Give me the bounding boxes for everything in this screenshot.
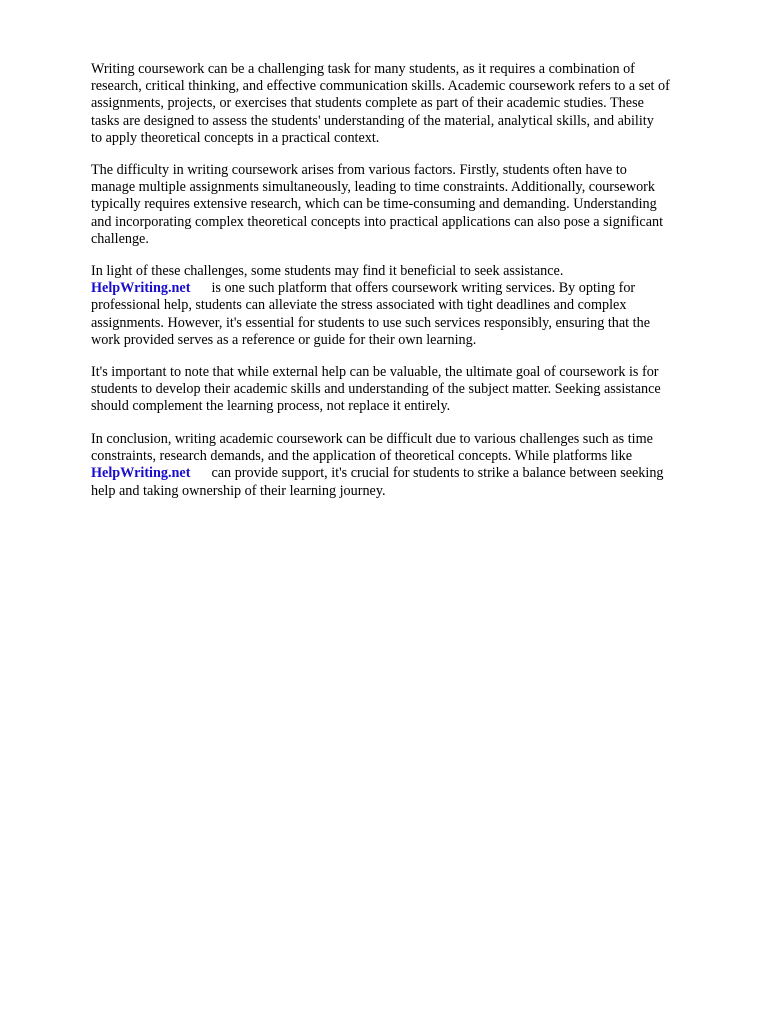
text-line: research, critical thinking, and effective communication skills. Academic coursework refers to a set of bbox=[91, 78, 670, 95]
paragraph-intro bbox=[91, 61, 670, 147]
text-line bbox=[91, 280, 650, 297]
text-fragment: is one such platform that offers coursework writing services. By opting for bbox=[211, 280, 636, 297]
text-line: tasks are designed to assess the students' understanding of the material, analytical skills, and ability bbox=[91, 112, 654, 129]
text-line: assignments. However, it's essential for students to use such services responsibly, ensuring that the bbox=[91, 314, 651, 331]
text-line: In light of these challenges, some students may find it beneficial to seek assistance. bbox=[91, 263, 564, 279]
paragraph-importance bbox=[91, 364, 661, 416]
helpwriting-link[interactable]: HelpWriting.net bbox=[91, 280, 191, 297]
text-line: should complement the learning process, not replace it entirely. bbox=[91, 398, 451, 415]
text-line: It's important to note that while external help can be valuable, the ultimate goal of coursework is for bbox=[91, 364, 659, 380]
text-line: In conclusion, writing academic coursework can be difficult due to various challenges such as time bbox=[91, 431, 653, 447]
text-line: Writing coursework can be a challenging task for many students, as it requires a combination of bbox=[91, 61, 635, 77]
text-line: work provided serves as a reference or guide for their own learning. bbox=[91, 331, 477, 348]
paragraph-assistance bbox=[91, 263, 650, 349]
text-line: to apply theoretical concepts in a practical context. bbox=[91, 129, 380, 146]
paragraph-difficulty bbox=[91, 162, 663, 248]
text-line: challenge. bbox=[91, 230, 149, 247]
paragraph-conclusion bbox=[91, 431, 664, 500]
text-line: help and taking ownership of their learning journey. bbox=[91, 482, 386, 499]
helpwriting-link[interactable]: HelpWriting.net bbox=[91, 465, 191, 482]
text-line: The difficulty in writing coursework arises from various factors. Firstly, students often have to bbox=[91, 162, 627, 178]
text-line: and incorporating complex theoretical concepts into practical applications can also pose a significant bbox=[91, 213, 664, 230]
text-line: manage multiple assignments simultaneously, leading to time constraints. Additionally, coursework bbox=[91, 179, 655, 196]
text-line: professional help, students can alleviate the stress associated with tight deadlines and complex bbox=[91, 297, 627, 314]
text-line: typically requires extensive research, which can be time-consuming and demanding. Understanding bbox=[91, 196, 657, 213]
text-fragment: can provide support, it's crucial for students to strike a balance between seeking bbox=[211, 465, 664, 482]
text-line: students to develop their academic skills and understanding of the subject matter. Seeking assistance bbox=[91, 381, 661, 398]
text-line bbox=[91, 465, 664, 482]
text-line: constraints, research demands, and the application of theoretical concepts. While platforms like bbox=[91, 448, 633, 465]
text-line: assignments, projects, or exercises that students complete as part of their academic studies. These bbox=[91, 95, 644, 112]
